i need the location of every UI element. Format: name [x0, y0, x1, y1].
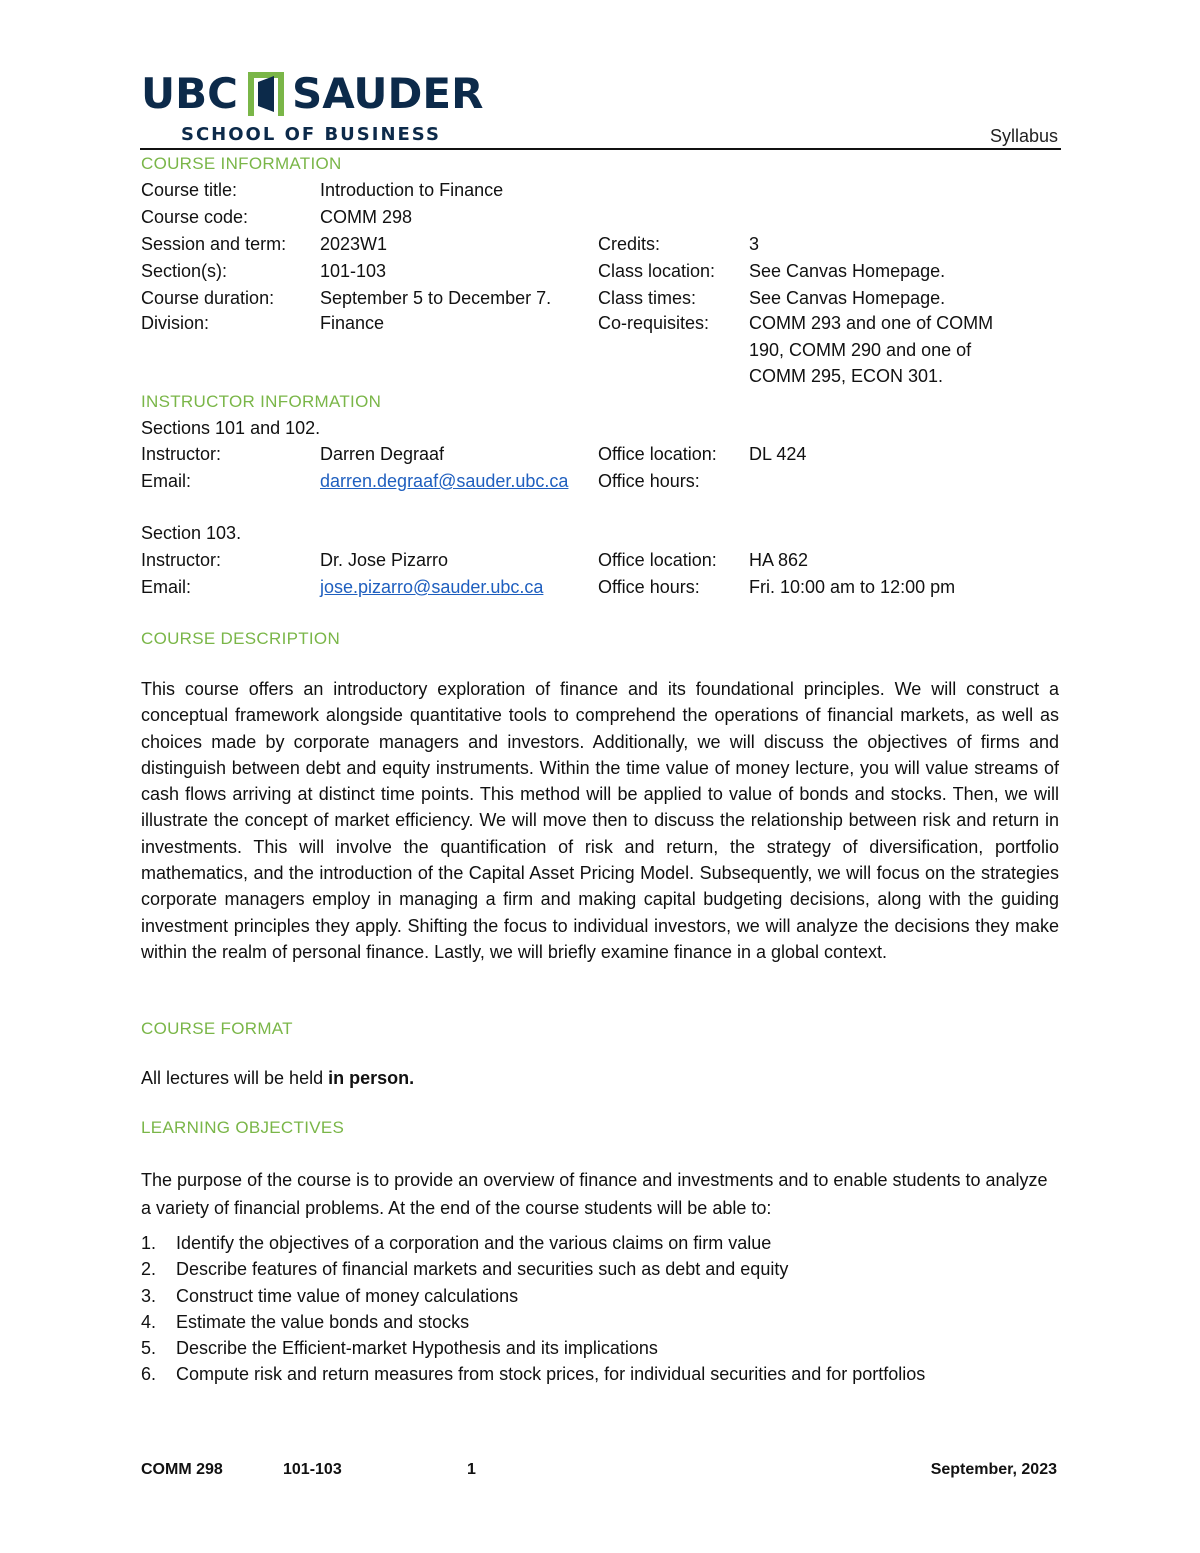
list-text: Compute risk and return measures from stock prices, for individual securities and for portfolios	[176, 1364, 926, 1385]
list-number: 1.	[141, 1233, 157, 1253]
header-divider	[140, 148, 1061, 150]
list-item	[141, 1364, 1061, 1390]
course-information-heading: COURSE INFORMATION	[141, 154, 342, 173]
info-label: Course duration:	[141, 288, 275, 308]
ubc-sauder-logo	[141, 69, 484, 145]
info-label: Session and term:	[141, 234, 287, 254]
office-hours: Fri. 10:00 am to 12:00 pm	[749, 577, 956, 597]
list-text: Estimate the value bonds and stocks	[176, 1311, 470, 1332]
info-value: COMM 298	[320, 207, 413, 227]
instructor-email-link[interactable]: jose.pizarro@sauder.ubc.ca	[320, 577, 544, 597]
info-row	[141, 577, 1061, 603]
info-value: September 5 to December 7.	[320, 288, 552, 308]
list-number: 6.	[141, 1364, 157, 1385]
logo-ubc: UBC	[141, 69, 238, 118]
info-label: Section(s):	[141, 261, 228, 281]
list-item	[141, 1312, 1061, 1338]
info-row	[141, 340, 1061, 366]
instructor-name: Darren Degraaf	[320, 444, 445, 464]
learning-objectives-heading: LEARNING OBJECTIVES	[141, 1118, 345, 1137]
course-format-emphasis: in person.	[328, 1068, 415, 1088]
coreq-continued: 190, COMM 290 and one of	[749, 340, 972, 360]
info-row	[141, 207, 1061, 233]
info-value: 3	[749, 234, 760, 254]
info-label: Instructor:	[141, 550, 222, 570]
info-row	[141, 550, 1061, 576]
document-type: Syllabus	[989, 126, 1058, 146]
section-group-label: Sections 101 and 102.	[141, 418, 321, 438]
page-footer	[141, 1461, 1059, 1483]
info-label: Credits:	[598, 234, 661, 254]
list-number: 4.	[141, 1311, 157, 1332]
info-label: Office hours:	[598, 577, 700, 597]
footer-date: September, 2023	[930, 1461, 1057, 1478]
info-label: Instructor:	[141, 444, 222, 464]
info-row	[141, 180, 1061, 206]
logo-subtitle: SCHOOL OF BUSINESS	[181, 124, 441, 145]
instructor-email-link[interactable]: darren.degraaf@sauder.ubc.ca	[320, 471, 569, 491]
course-format-heading: COURSE FORMAT	[141, 1019, 293, 1038]
learning-objectives-list	[141, 1233, 1061, 1391]
course-format-pre: All lectures will be held	[141, 1068, 329, 1088]
info-value: Introduction to Finance	[320, 180, 504, 200]
info-row	[141, 471, 1061, 497]
info-row	[141, 234, 1061, 260]
course-description-heading: COURSE DESCRIPTION	[141, 629, 341, 648]
office-location: HA 862	[749, 550, 809, 570]
info-label: Course code:	[141, 207, 249, 227]
info-label: Office location:	[598, 444, 717, 464]
logo-sauder: SAUDER	[291, 69, 484, 118]
coreq-continued: COMM 295, ECON 301.	[749, 366, 944, 386]
info-value: 101-103	[320, 261, 387, 281]
instructor-information-heading: INSTRUCTOR INFORMATION	[141, 392, 382, 411]
instructor-group-title	[141, 418, 1061, 444]
footer-sections: 101-103	[283, 1461, 342, 1478]
info-row	[141, 444, 1061, 470]
list-text: Construct time value of money calculations	[176, 1285, 519, 1306]
list-text: Identify the objectives of a corporation and the various claims on firm value	[176, 1233, 772, 1253]
instructor-name: Dr. Jose Pizarro	[320, 550, 449, 570]
info-label: Co-requisites:	[598, 313, 710, 333]
list-text: Describe the Efficient-market Hypothesis and its implications	[176, 1338, 658, 1359]
course-description-text: This course offers an introductory exploration of finance and its foundational principles. We will construct a conceptual framework alongside quantitative tools to comprehend the operations of financial markets, as well as choices made by corporate managers and investors. Additionally, we will discuss the objectives of firms and distinguish between debt and equity instruments. Within the time value of money lecture, you will value streams of cash flows arriving at distinct time points. This method will be applied to value of bonds and stocks. Then, we will illustrate the concept of market efficiency. We will move then to discuss the relationship between risk and return in investments. This will involve the quantification of risk and return, the strategy of diversification, portfolio mathematics, and the introduction of the Capital Asset Pricing Model. Subsequently, we will focus on the strategies corporate managers employ in managing a firm and making capital budgeting decisions, along with the guiding investment principles they apply. Shifting the focus to individual investors, we will analyze the decisions they make within the realm of personal finance. Lastly, we will briefly examine finance in a global context.	[141, 679, 1059, 962]
list-number: 5.	[141, 1338, 157, 1359]
office-location: DL 424	[749, 444, 807, 464]
section-group-label: Section 103.	[141, 523, 242, 543]
info-label: Division:	[141, 313, 210, 333]
list-item	[141, 1338, 1061, 1364]
list-text: Describe features of financial markets and securities such as debt and equity	[176, 1259, 789, 1280]
info-row	[141, 288, 1061, 314]
info-label: Office location:	[598, 550, 717, 570]
info-value: See Canvas Homepage.	[749, 288, 946, 308]
list-number: 3.	[141, 1285, 157, 1306]
list-number: 2.	[141, 1259, 157, 1280]
list-item	[141, 1233, 1061, 1259]
instructor-group-title	[141, 523, 1061, 549]
info-value: See Canvas Homepage.	[749, 261, 946, 281]
info-value: Finance	[320, 313, 385, 333]
info-label: Class location:	[598, 261, 716, 281]
info-row	[141, 261, 1061, 287]
info-row	[141, 313, 1061, 339]
footer-course: COMM 298	[141, 1461, 223, 1478]
footer-page-number: 1	[467, 1461, 476, 1478]
learning-objectives-intro: The purpose of the course is to provide an overview of finance and investments and to enable students to analyze a variety of financial problems. At the end of the course students will be able to:	[141, 1170, 1048, 1218]
info-label: Class times:	[598, 288, 697, 308]
info-label: Office hours:	[598, 471, 700, 491]
logo-gate-icon	[248, 72, 284, 116]
info-label: Email:	[141, 577, 192, 597]
list-item	[141, 1259, 1061, 1285]
info-label: Email:	[141, 471, 192, 491]
info-value: 2023W1	[320, 234, 388, 254]
list-item	[141, 1286, 1061, 1312]
info-value: COMM 293 and one of COMM	[749, 313, 994, 333]
course-format-text	[141, 1068, 414, 1089]
info-row	[141, 366, 1061, 392]
info-label: Course title:	[141, 180, 238, 200]
